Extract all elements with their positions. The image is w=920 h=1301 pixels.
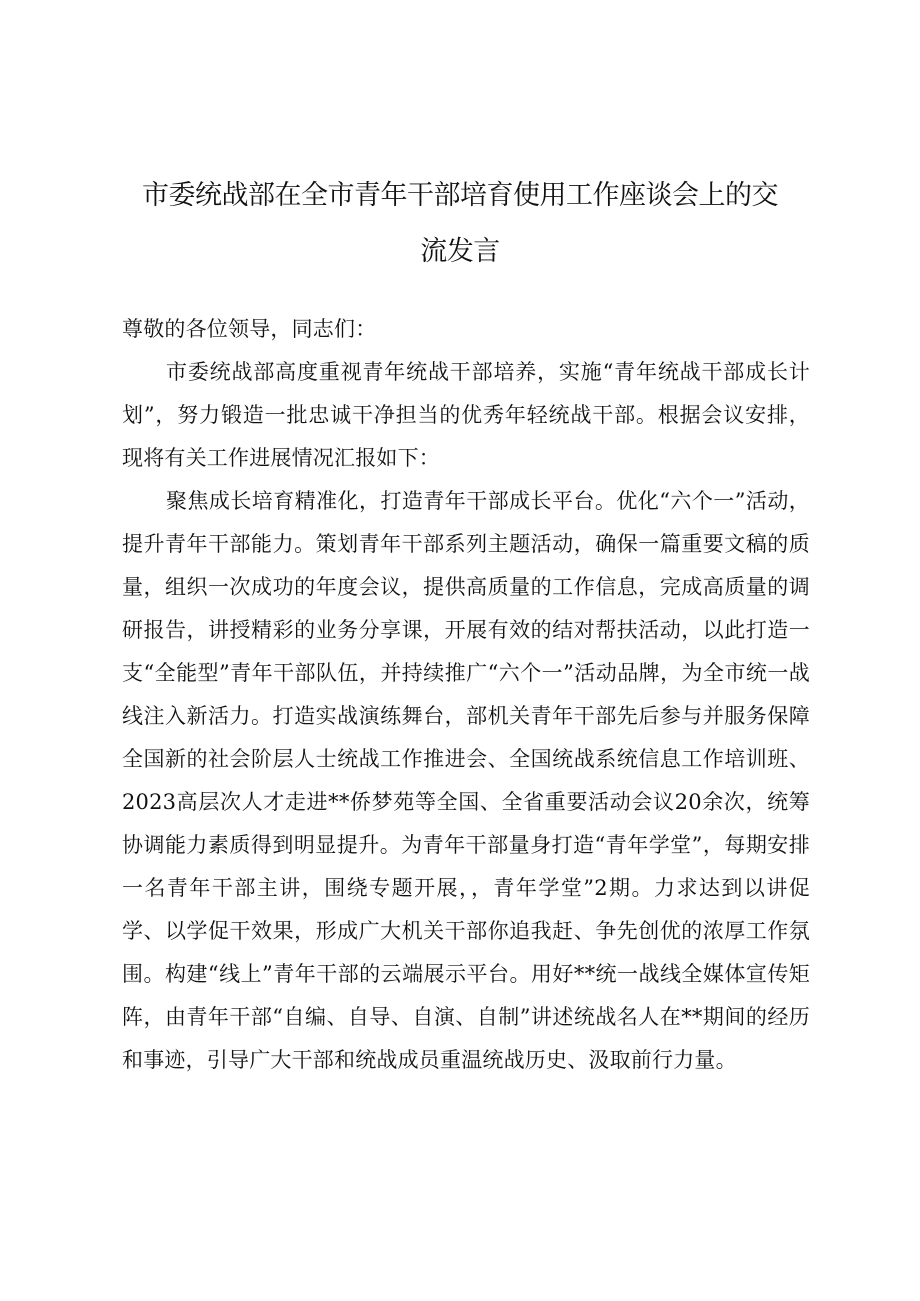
paragraph-growth-platform: 聚焦成长培育精准化，打造青年干部成长平台。优化“六个一”活动，提升青年干部能力。策划青年干部系列主题活动，确保一篇重要文稿的质量，组织一次成功的年度会议，提供高质量的工作信息，完成高质量的调研报告，讲授精彩的业务分享课，开展有效的结对帮扶活动，以此打造一支“全能型”青年干部队伍，并持续推广“六个一”活动品牌，为全市统一战线注入新活力。打造实战演练舞台，部机关青年干部先后参与并服务保障全国新的社会阶层人士统战工作推进会、全国统战系统信息工作培训班、2023高层次人才走进**侨梦苑等全国、全省重要活动会议20余次，统筹协调能力素质得到明显提升。为青年干部量身打造“青年学堂”，每期安排一名青年干部主讲，围绕专题开展，，青年学堂”2期。力求达到以讲促学、以学促干效果，形成广大机关干部你追我赶、争先创优的浓厚工作氛围。构建“线上”青年干部的云端展示平台。用好**统一战线全媒体宣传矩阵，由青年干部“自编、自导、自演、自制”讲述统战名人在**期间的经历和事迹，引导广大干部和统战成员重温统战历史、汲取前行力量。	[122, 489, 810, 1072]
paragraph-intro: 市委统战部高度重视青年统战干部培养，实施“青年统战干部成长计划”，努力锻造一批忠诚干净担当的优秀年轻统战干部。根据会议安排，现将有关工作进展情况汇报如下：	[122, 360, 810, 470]
salutation: 尊敬的各位领导，同志们：	[122, 317, 377, 341]
document-title: 市委统战部在全市青年干部培育使用工作座谈会上的交流发言	[142, 180, 778, 267]
document-body	[122, 308, 810, 1082]
